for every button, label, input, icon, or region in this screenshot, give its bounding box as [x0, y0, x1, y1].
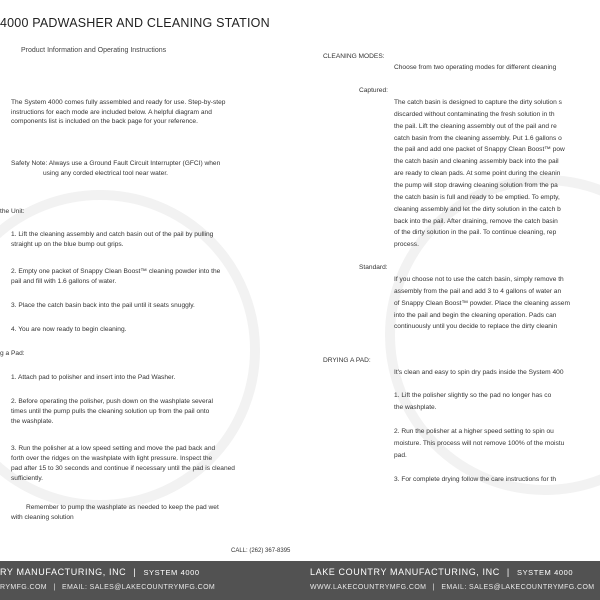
unit-step-1-line-2: straight up on the blue bump out grips.: [11, 241, 124, 248]
intro-line-2: instructions for each mode are included below. A helpful diagram and: [11, 108, 212, 116]
footer-left-company-name: RY MANUFACTURING, INC: [0, 567, 127, 577]
captured-line-1: The catch basin is designed to capture the dirty solution s: [394, 99, 562, 106]
pad-step-3-line-4: sufficiently.: [11, 475, 44, 482]
unit-step-3: 3. Place the catch basin back into the pail until it seats snuggly.: [11, 302, 195, 309]
safety-note-line-1: Safety Note: Always use a Ground Fault Circuit Interrupter (GFCI) when: [11, 160, 221, 167]
unit-step-1-line-1: 1. Lift the cleaning assembly and catch basin out of the pail by pulling: [11, 231, 214, 238]
safety-note-line-2: using any corded electrical tool near water.: [43, 170, 168, 177]
pad-step-2-line-3: the washplate.: [11, 418, 54, 425]
captured-line-11: back into the pail. After draining, remove the catch basin: [394, 218, 558, 225]
captured-line-9: the catch basin is full and ready to be emptied. To empty,: [394, 194, 560, 201]
captured-line-2: discarded without contaminating the fresh solution in th: [394, 111, 555, 118]
drying-intro: It's clean and easy to spin dry pads inside the System 400: [394, 369, 564, 376]
captured-line-3: the pail. Lift the cleaning assembly out of the pail and re: [394, 123, 557, 130]
captured-line-7: are ready to clean pads. At some point during the cleanin: [394, 170, 561, 177]
footer-left-separator: |: [133, 567, 137, 577]
footer-right-website-link[interactable]: WWW.LAKECOUNTRYMFG.COM: [310, 584, 427, 591]
captured-line-12: of the dirty solution in the pail. To continue cleaning, rep: [394, 229, 557, 236]
standard-line-4: into the pail and begin the cleaning operation. Pads can: [394, 312, 557, 319]
captured-line-8: the pump will stop drawing cleaning solution from the pa: [394, 182, 558, 189]
standard-line-3: of Snappy Clean Boost™ powder. Place the cleaning assem: [394, 300, 570, 307]
pad-step-3-line-3: pad after 15 to 30 seconds and continue if necessary until the pad is cleaned: [11, 465, 235, 472]
pad-heading: g a Pad:: [0, 350, 25, 357]
captured-line-5: the pail and add one packet of Snappy Clean Boost™ pow: [394, 146, 565, 153]
drying-step-3: 3. For complete drying follow the care instructions for th: [394, 476, 556, 483]
pad-step-2-line-2: times until the pump pulls the cleaning solution up from the pail onto: [11, 408, 210, 415]
standard-line-1: If you choose not to use the catch basin, simply remove th: [394, 276, 564, 283]
pad-step-2-line-1: 2. Before operating the polisher, push down on the washplate several: [11, 398, 213, 405]
drying-step-2-line-1: 2. Run the polisher at a higher speed setting to spin ou: [394, 428, 554, 435]
drying-step-2-line-3: pad.: [394, 452, 407, 459]
captured-line-6: the catch basin and cleaning assembly back into the pail: [394, 158, 559, 165]
standard-line-5: continuously until you decide to replace the dirty cleanin: [394, 323, 558, 330]
footer-right-company-name: LAKE COUNTRY MANUFACTURING, INC: [310, 567, 500, 577]
captured-line-10: cleaning assembly and let the dirty solution in the catch b: [394, 206, 561, 213]
captured-heading: Captured:: [359, 87, 388, 94]
footer-left-separator-2: |: [53, 584, 56, 591]
cleaning-modes-heading: CLEANING MODES:: [323, 53, 385, 60]
unit-step-2-line-1: 2. Empty one packet of Snappy Clean Boost™ cleaning powder into the: [11, 268, 221, 275]
pad-step-3-line-2: forth over the ridges on the washplate with light pressure. Inspect the: [11, 455, 213, 462]
footer-right-separator: |: [506, 567, 510, 577]
footer-right-system: SYSTEM 4000: [516, 568, 574, 577]
reminder-line-2: with cleaning solution: [11, 514, 74, 521]
captured-line-13: process.: [394, 241, 419, 248]
footer-left-system: SYSTEM 4000: [143, 568, 200, 577]
drying-step-2-line-2: moisture. This process will not remove 100% of the moistu: [394, 440, 565, 447]
footer-right-separator-2: |: [432, 584, 435, 591]
page-title: 4000 PADWASHER AND CLEANING STATION: [0, 16, 270, 30]
unit-step-4: 4. You are now ready to begin cleaning.: [11, 326, 127, 333]
footer-left-website-link[interactable]: RYMFG.COM: [0, 584, 48, 591]
footer-left-company: [0, 567, 200, 577]
captured-line-4: catch basin from the cleaning assembly. Put 1.6 gallons o: [394, 135, 562, 142]
cleaning-modes-intro: Choose from two operating modes for different cleaning: [394, 64, 557, 71]
unit-heading: the Unit:: [0, 208, 25, 215]
page-subtitle: Product Information and Operating Instructions: [21, 47, 167, 54]
unit-step-2-line-2: pail and fill with 1.6 gallons of water.: [11, 278, 117, 285]
footer-right-email-link[interactable]: EMAIL: SALES@LAKECOUNTRYMFG.COM: [441, 584, 595, 591]
footer-right-company: [310, 567, 573, 577]
pad-step-3-line-1: 3. Run the polisher at a low speed setting and move the pad back and: [11, 445, 216, 452]
drying-heading: DRYING A PAD:: [323, 357, 371, 364]
intro-line-3: components list is included on the back page for your reference.: [11, 118, 198, 125]
call-number: CALL: (262) 367-8395: [231, 548, 291, 554]
footer-right-contact: [310, 584, 595, 591]
intro-line-1: The System 4000 comes fully assembled and ready for use. Step-by-step: [11, 99, 226, 106]
footer-left-contact: [0, 584, 215, 591]
drying-step-1-line-1: 1. Lift the polisher slightly so the pad no longer has co: [394, 392, 552, 399]
reminder-line-1: Remember to pump the washplate as needed to keep the pad wet: [26, 504, 219, 511]
standard-heading: Standard:: [359, 264, 388, 271]
pad-step-1: 1. Attach pad to polisher and insert into the Pad Washer.: [11, 374, 176, 381]
footer-left-email-link[interactable]: EMAIL: SALES@LAKECOUNTRYMFG.COM: [61, 584, 216, 591]
drying-step-1-line-2: the washplate.: [394, 404, 437, 411]
standard-line-2: assembly from the pail and add 3 to 4 gallons of water an: [394, 288, 562, 295]
